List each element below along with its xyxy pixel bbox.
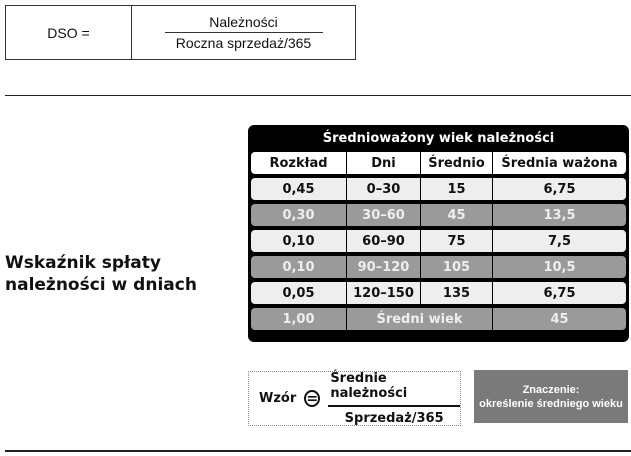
formula-label: Wzór — [259, 391, 297, 406]
table-row — [251, 282, 626, 304]
table-cell: 0,05 — [251, 282, 347, 304]
table-cell: Średni wiek — [347, 308, 493, 330]
meaning-box — [474, 370, 628, 423]
dso-label: DSO = — [6, 6, 132, 59]
table-title: Średnioważony wiek należności — [322, 131, 555, 146]
formula-numerator: Średnie należności — [328, 371, 460, 407]
table-cell: 0,10 — [251, 256, 347, 278]
table-cell: 135 — [421, 282, 493, 304]
table-cell: 6,75 — [543, 285, 576, 301]
table-row — [251, 230, 626, 252]
table-row — [251, 178, 626, 200]
equals-icon: = — [304, 390, 320, 407]
table-cell: 30–60 — [347, 204, 421, 226]
table-cell: 75 — [421, 230, 493, 252]
table-cell: 0,45 — [251, 178, 347, 200]
table-cell: 15 — [421, 178, 493, 200]
table-cell: 60–90 — [347, 230, 421, 252]
formula-box — [248, 371, 461, 426]
table-cell: 90–120 — [347, 256, 421, 278]
weighted-age-table — [248, 125, 629, 342]
meaning-text: określenie średniego wieku — [479, 397, 623, 410]
table-cell: 6,75 — [543, 181, 576, 197]
table-cell: 45 — [421, 204, 493, 226]
table-row — [251, 204, 626, 226]
table-cell: 0,10 — [251, 230, 347, 252]
table-cell: 105 — [421, 256, 493, 278]
col-header: Dni — [347, 152, 421, 174]
heading-line: należności w dniach — [5, 275, 197, 295]
table-cell: 7,5 — [547, 233, 572, 249]
table-cell: 1,00 — [251, 308, 347, 330]
dso-formula-box — [5, 5, 356, 60]
table-cell: 13,5 — [543, 207, 576, 223]
table-cell: 10,5 — [543, 259, 576, 275]
heading-line: Wskaźnik spłaty — [5, 253, 161, 273]
table-row — [251, 256, 626, 278]
meaning-title: Znaczenie: — [522, 383, 580, 396]
table-cell: 120–150 — [347, 282, 421, 304]
table-header — [251, 152, 626, 174]
col-header: Średnio — [421, 152, 493, 174]
section-heading — [5, 252, 197, 296]
divider — [5, 95, 631, 96]
dso-denominator: Roczna sprzedaż/365 — [175, 35, 312, 51]
divider — [5, 450, 631, 452]
table-total-row — [251, 308, 626, 330]
table-cell: 0,30 — [251, 204, 347, 226]
dso-fraction — [132, 6, 355, 59]
col-header: Średnia ważona — [501, 155, 618, 171]
col-header: Rozkład — [251, 152, 347, 174]
dso-numerator: Należności — [165, 14, 323, 33]
formula-fraction — [328, 371, 460, 426]
formula-denominator: Sprzedaż/365 — [344, 411, 444, 426]
table-cell: 45 — [550, 311, 569, 327]
table-cell: 0–30 — [347, 178, 421, 200]
